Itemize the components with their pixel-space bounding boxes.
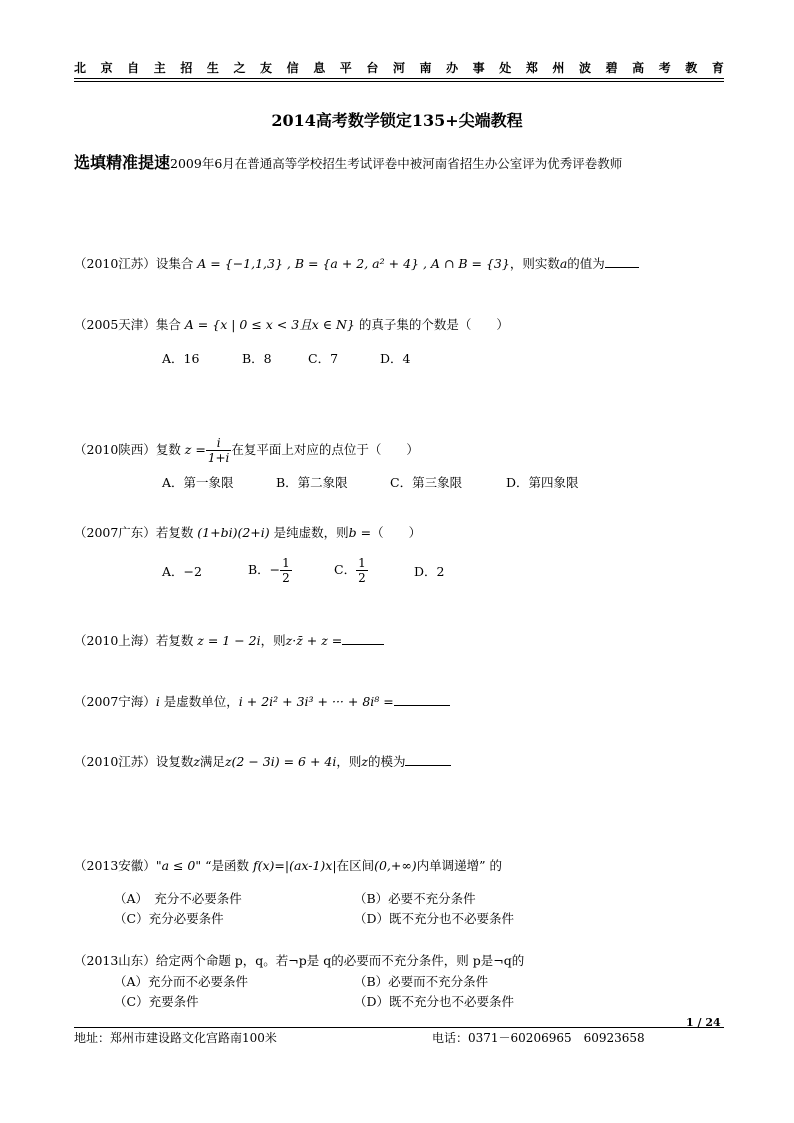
question-source: （2007广东）: [74, 525, 156, 540]
option-d[interactable]: D．2: [414, 563, 445, 579]
header-char: 州: [552, 61, 565, 75]
header-char: 南: [419, 61, 432, 75]
header-char: 招: [180, 61, 193, 75]
header-char: 碧: [605, 61, 618, 75]
fraction: [356, 556, 368, 585]
fraction-numerator: 1: [358, 556, 366, 570]
question-math: f(x)=|(ax-1)x|: [252, 858, 337, 873]
fraction-numerator: i: [206, 436, 232, 451]
fraction: [280, 556, 292, 585]
footer-phone: 电话：0371－60206965 60923658: [432, 1031, 645, 1045]
document-subtitle: [74, 150, 622, 173]
footer-address: 地址：郑州市建设路文化宫路南100米: [74, 1031, 277, 1045]
page-number: 1 / 24: [686, 1016, 721, 1029]
answer-blank[interactable]: [605, 255, 639, 268]
question-math: z·z̄ + z =: [285, 633, 343, 648]
option-b[interactable]: （B）必要而不充分条件: [354, 974, 489, 989]
question-text: ，则实数: [509, 256, 560, 271]
option-a[interactable]: A．16: [162, 351, 200, 366]
question-math: A = {x | 0 ≤ x < 3且x ∈ N}: [184, 317, 355, 332]
header-char: 之: [233, 61, 246, 75]
question-source: （2010江苏）: [74, 754, 156, 769]
question-text: " “是函数: [195, 858, 253, 873]
option-d[interactable]: （D）既不充分也不必要条件: [354, 994, 515, 1009]
option-b[interactable]: （B）必要不充分条件: [354, 891, 476, 906]
question-3: [74, 432, 419, 468]
header-char: 友: [260, 61, 273, 75]
question-text: 满足: [199, 754, 225, 769]
header-char: 台: [366, 61, 379, 75]
option-a[interactable]: A．−2: [162, 563, 202, 579]
option-d[interactable]: D．4: [380, 351, 411, 366]
fraction-denominator: 1+i: [207, 451, 230, 465]
question-text: 集合: [155, 317, 185, 332]
header-char: 教: [685, 61, 698, 75]
question-5: [74, 632, 384, 650]
question-var: a: [559, 256, 568, 271]
question-var: z: [361, 754, 368, 769]
answer-blank[interactable]: [342, 632, 384, 645]
option-label: B．−: [248, 562, 281, 577]
option-c[interactable]: （C）充分必要条件: [114, 911, 224, 926]
subtitle-lead: 选填精准提速: [74, 153, 171, 172]
question-math: z = 1 − 2i: [197, 633, 261, 648]
fraction-denominator: 2: [282, 571, 290, 585]
header-char: 平: [339, 61, 352, 75]
header-char: 息: [313, 61, 326, 75]
option-b[interactable]: B．8: [242, 351, 272, 366]
question-source: （2005天津）: [74, 317, 156, 332]
header-char: 办: [446, 61, 459, 75]
fraction-numerator: 1: [282, 556, 290, 570]
header-rule: [74, 78, 724, 79]
option-a[interactable]: A．第一象限: [162, 475, 234, 490]
question-text: ": [155, 858, 162, 873]
question-text: ，则: [260, 633, 286, 648]
question-2: [74, 316, 509, 334]
header-char: 京: [100, 61, 113, 75]
question-text: 设复数: [155, 754, 194, 769]
question-text: 复数: [155, 442, 185, 457]
header-char: 育: [711, 61, 724, 75]
header-char: 生: [206, 61, 219, 75]
document-title: 2014高考数学锁定135+尖端教程: [271, 111, 523, 130]
header-char: 自: [127, 61, 140, 75]
question-math: i + 2i² + 3i³ + ··· + 8i⁸ =: [238, 694, 394, 709]
question-text: 若复数: [155, 525, 198, 540]
option-d[interactable]: D．第四象限: [506, 475, 579, 490]
question-text: ，则: [336, 754, 362, 769]
question-math: (1+bi)(2+i): [197, 525, 270, 540]
question-source: （2010陕西）: [74, 442, 156, 457]
question-text: 在区间: [336, 858, 375, 873]
question-9: [74, 952, 524, 970]
question-text: 是虚数单位，: [159, 694, 239, 709]
question-source: （2010上海）: [74, 633, 156, 648]
answer-blank[interactable]: [394, 693, 450, 706]
fraction: [206, 436, 232, 465]
header-char: 河: [392, 61, 405, 75]
question-2-options: [162, 349, 410, 367]
header-char: 郑: [525, 61, 538, 75]
question-4-options: [162, 556, 444, 585]
option-b[interactable]: B．第二象限: [276, 475, 348, 490]
question-8: [74, 857, 502, 875]
header-char: 信: [286, 61, 299, 75]
header-char: 处: [499, 61, 512, 75]
header-char: 主: [153, 61, 166, 75]
option-d[interactable]: （D）既不充分也不必要条件: [354, 911, 515, 926]
question-math: z(2 − 3i) = 6 + 4i: [224, 754, 337, 769]
question-text: 给定两个命题 p，q。若¬p是 q的必要而不充分条件，则 p是¬q的: [155, 953, 525, 968]
footer-rule: [74, 1027, 724, 1028]
question-var: z: [193, 754, 200, 769]
option-c[interactable]: C．7: [308, 351, 339, 366]
question-text: 的模为: [367, 754, 406, 769]
question-text: 在复平面上对应的点位于（ ）: [231, 442, 419, 457]
question-text: 设集合: [155, 256, 198, 271]
question-text: 若复数: [155, 633, 198, 648]
question-7: [74, 753, 451, 771]
question-9-options-row2: [114, 992, 514, 1010]
question-math: a ≤ 0: [161, 858, 196, 873]
question-text: 是纯虚数，则: [269, 525, 349, 540]
question-1: [74, 255, 639, 273]
question-math: b =: [348, 525, 372, 540]
question-6: [74, 693, 450, 711]
option-b[interactable]: [248, 556, 334, 585]
question-8-options-row1: [114, 889, 476, 907]
option-c[interactable]: [334, 556, 414, 585]
question-text: 的值为: [567, 256, 605, 271]
question-var: i: [155, 694, 160, 709]
header-char: 北: [74, 61, 87, 75]
question-math: z =: [184, 442, 206, 457]
subtitle-text: 2009年6月在普通高等学校招生考试评卷中被河南省招生办公室评为优秀评卷教师: [170, 156, 623, 171]
question-text: 内单调递增” 的: [416, 858, 503, 873]
header-char: 波: [578, 61, 591, 75]
option-a[interactable]: （A）充分而不必要条件: [114, 974, 249, 989]
header-rule-thin: [74, 81, 724, 82]
question-text: 的真子集的个数是（ ）: [354, 317, 509, 332]
question-source: （2013山东）: [74, 953, 156, 968]
question-math: (0,+∞): [374, 858, 417, 873]
question-8-options-row2: [114, 909, 514, 927]
fraction-denominator: 2: [358, 571, 366, 585]
question-text: （ ）: [371, 525, 422, 540]
question-source: （2007宁海）: [74, 694, 156, 709]
option-a[interactable]: （A） 充分不必要条件: [114, 891, 242, 906]
question-4: [74, 524, 421, 542]
header-org-name: [74, 59, 724, 76]
answer-blank[interactable]: [405, 753, 451, 766]
header-char: 高: [632, 61, 645, 75]
question-9-options-row1: [114, 972, 488, 990]
option-c[interactable]: （C）充要条件: [114, 994, 199, 1009]
header-char: 考: [658, 61, 671, 75]
question-source: （2010江苏）: [74, 256, 156, 271]
option-c[interactable]: C．第三象限: [390, 475, 463, 490]
header-char: 事: [472, 61, 485, 75]
question-source: （2013安徽）: [74, 858, 156, 873]
question-math: A = {−1,1,3} , B = {a + 2, a² + 4} , A ∩ B = {3}: [197, 256, 510, 271]
question-3-options: [162, 473, 579, 491]
option-label: C．: [334, 562, 357, 577]
